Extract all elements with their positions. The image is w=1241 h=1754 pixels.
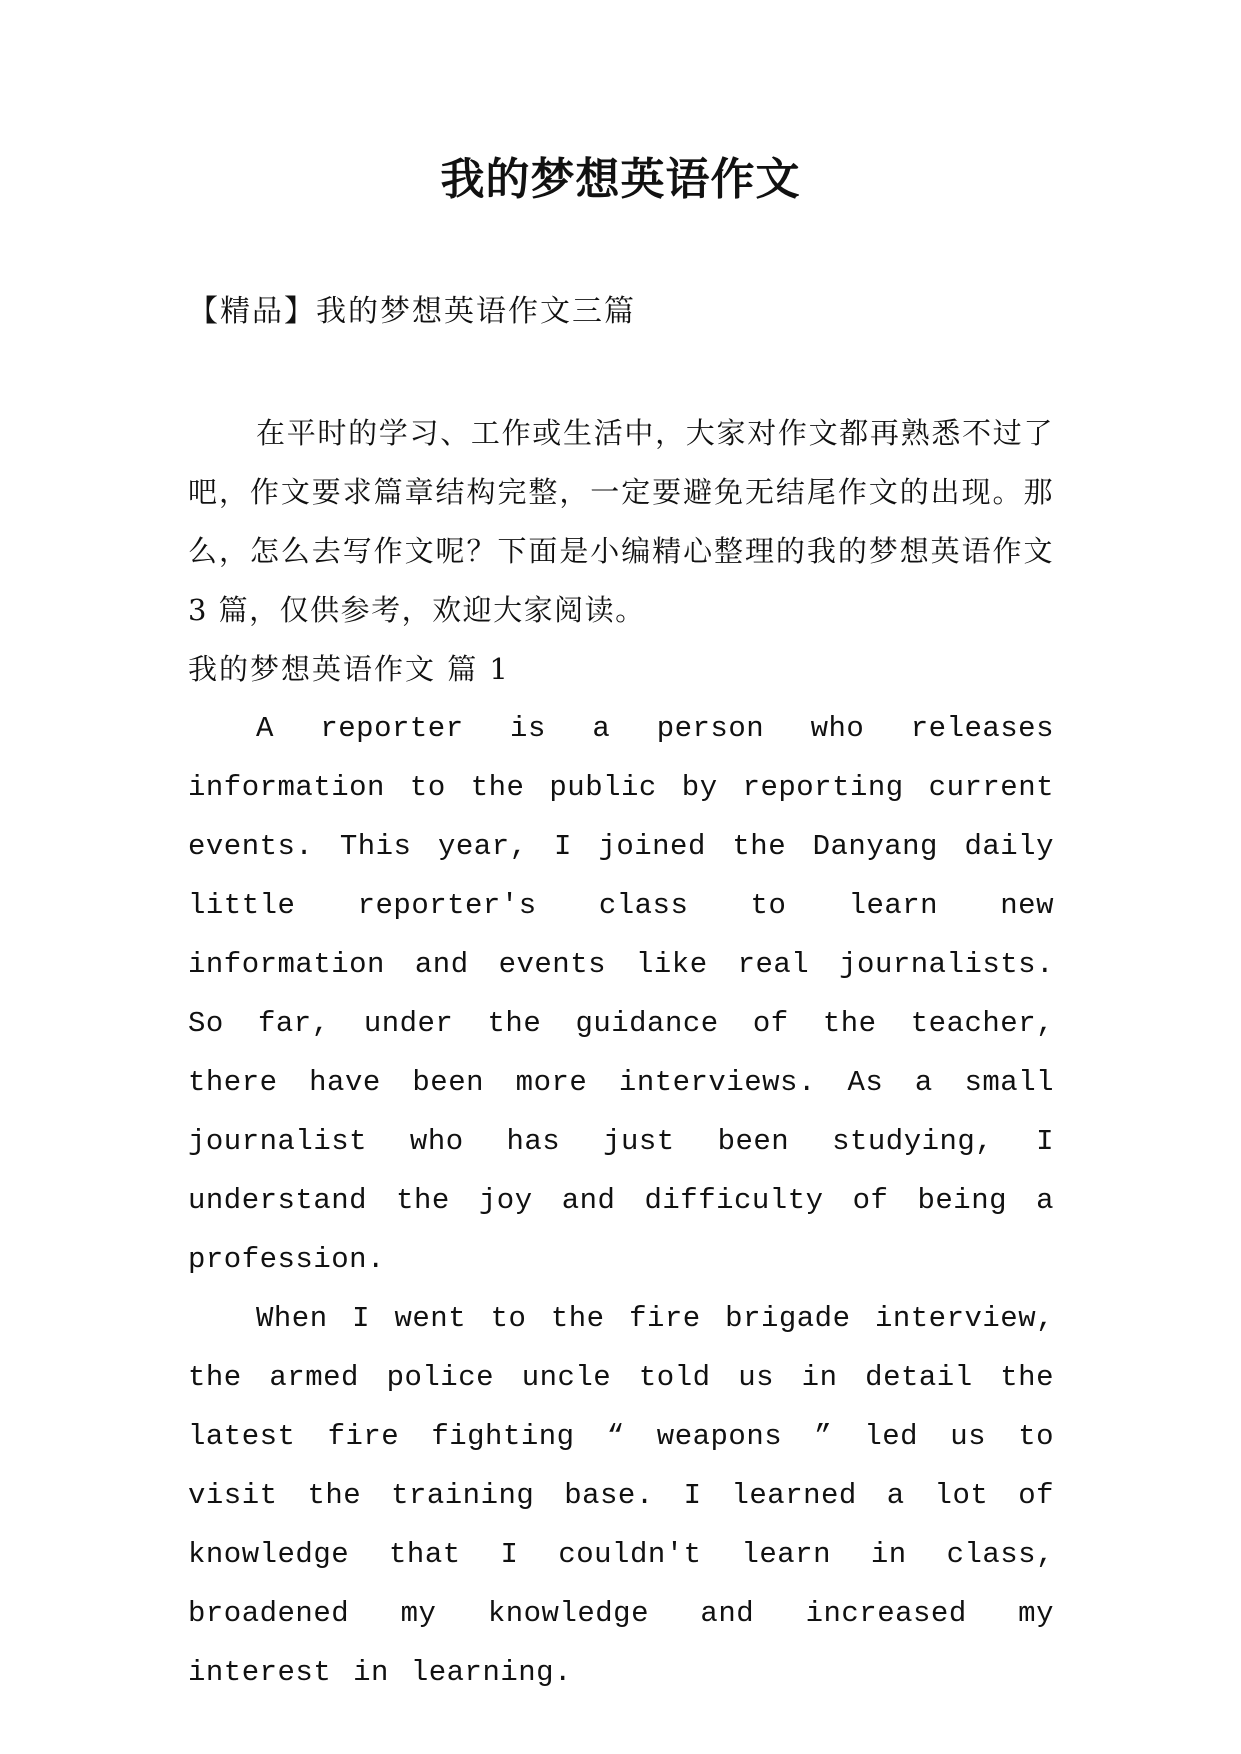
document-title: 我的梦想英语作文 [440,154,801,205]
document-subtitle: 【精品】我的梦想英语作文三篇 [188,294,636,329]
essay-paragraph-2: When I went to the fire brigade interview, the armed police uncle told us in detail the latest fire fighting “ weapons ” led us to visit the training base. I learned a lot of knowledge that I couldn't learn in class, broadened my knowledge and increased my interest in learning. [188,1302,1054,1689]
intro-paragraph: 在平时的学习、工作或生活中，大家对作文都再熟悉不过了吧，作文要求篇章结构完整，一定要避免无结尾作文的出现。那么，怎么去写作文呢？下面是小编精心整理的我的梦想英语作文 3 篇，仅供参考，欢迎大家阅读。 [188,416,1054,627]
essay-paragraph-1: A reporter is a person who releases information to the public by reporting current events. This year, I joined the Danyang daily little reporter's class to learn new information and events like real journalists. So far, under the guidance of the teacher, there have been more interviews. As a small journalist who has just been studying, I understand the joy and difficulty of being a profession. [188,712,1054,1276]
section-heading: 我的梦想英语作文 篇 1 [188,652,510,686]
document-body [188,404,1054,1702]
